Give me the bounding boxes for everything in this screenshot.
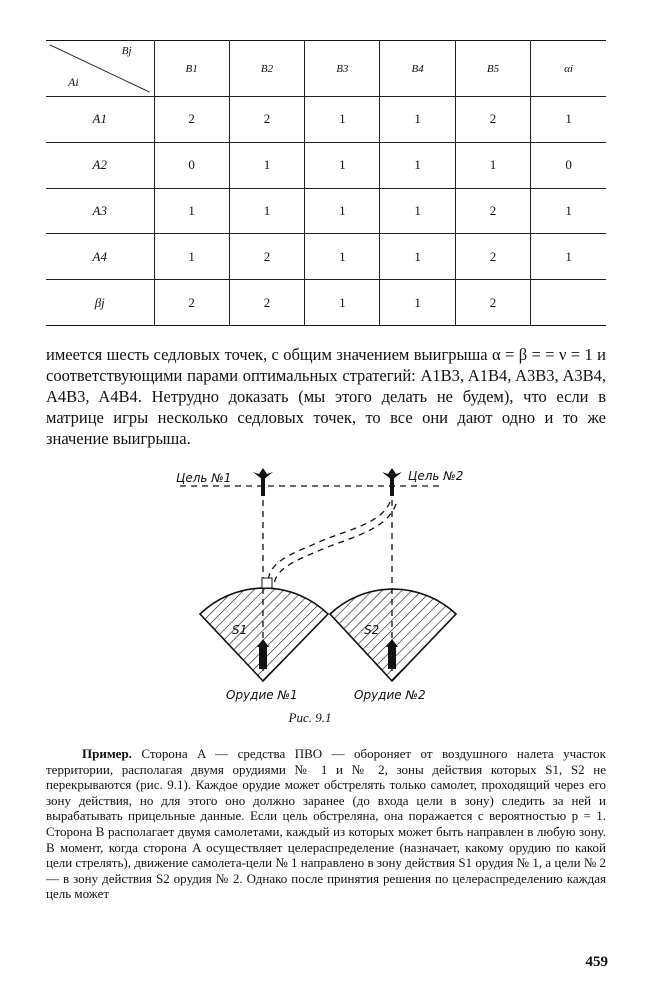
corner-row-label: Ai (68, 75, 79, 89)
matrix-cell: 2 (455, 188, 530, 234)
matrix-row (46, 234, 606, 280)
col-header: B4 (380, 41, 455, 97)
corner-diagonal-line (46, 41, 154, 96)
air-defense-diagram (140, 456, 480, 706)
col-header: B2 (229, 41, 304, 97)
example-lead: Пример. (82, 746, 132, 761)
matrix-row (46, 280, 606, 326)
matrix-cell: 1 (380, 142, 455, 188)
zone1-label: S1 (232, 623, 248, 637)
maneuver-path-2 (274, 504, 396, 584)
matrix-cell: 1 (154, 234, 229, 280)
col-header: B5 (455, 41, 530, 97)
matrix-cell: 1 (380, 280, 455, 326)
row-header: A4 (46, 234, 154, 280)
matrix-corner-cell (46, 41, 154, 97)
matrix-cell: 0 (154, 142, 229, 188)
matrix-cell: 2 (229, 234, 304, 280)
matrix-cell: 1 (531, 97, 606, 143)
matrix-row (46, 142, 606, 188)
matrix-row (46, 188, 606, 234)
target2-label: Цель №2 (408, 469, 464, 483)
matrix-cell: 2 (455, 97, 530, 143)
saddle-points-paragraph: имеется шесть седловых точек, с общим значением выигрыша α = β = = ν = 1 и соответствующими парами оптимальных стратегий: A1B3, A1B4, A3B3, A3B4, A4B3, A4B4. Нетрудно доказать (мы этого делать не будем), что если в матрице игры несколько седловых точек, то все они дают одно и то же значение выигрыша. (46, 345, 606, 448)
matrix-cell: 1 (380, 188, 455, 234)
target-mark (262, 578, 272, 588)
matrix-cell: 1 (380, 97, 455, 143)
matrix-cell: 1 (305, 142, 380, 188)
matrix-cell: 1 (380, 234, 455, 280)
matrix-cell: 1 (531, 234, 606, 280)
matrix-cell: 2 (229, 280, 304, 326)
matrix-cell: 1 (305, 280, 380, 326)
matrix-cell (531, 280, 606, 326)
plane-icon (382, 468, 402, 496)
col-header: B1 (154, 41, 229, 97)
figure-caption: Рис. 9.1 (288, 710, 332, 725)
matrix-cell: 1 (305, 188, 380, 234)
matrix-cell: 2 (154, 97, 229, 143)
matrix-cell: 1 (455, 142, 530, 188)
row-header: βj (46, 280, 154, 326)
example-text: Сторона A — средства ПВО — обороняет от воздушного налета участок территории, располагая двумя орудиями № 1 и № 2, зоны действия которых S1, S2 не перекрываются (рис. 9.1). Каждое орудие может обстрелять только самолет, проходящий через его зону действия, но для этого оно должно заранее (до входа цели в зону) следить за ней и вырабатывать прицельные данные. Если цель обстреляна, она поражается с вероятностью p = 1. Сторона B располагает двумя самолетами, каждый из которых может быть направлен в любую зону. В момент, когда сторона A осуществляет целераспределение (назначает, какому орудию по какой цели стрелять), движение самолета-цели № 1 направлено в зону действия S1 орудия № 1, а цели № 2 — в зону действия S2 орудия № 2. Однако после принятия решения по целераспределению каждая цель может (46, 746, 606, 902)
matrix-cell: 0 (531, 142, 606, 188)
target1-label: Цель №1 (176, 471, 232, 485)
matrix-cell: 2 (455, 280, 530, 326)
matrix-cell: 1 (154, 188, 229, 234)
plane-icon (253, 468, 273, 496)
matrix-header-row (46, 41, 606, 97)
row-header: A1 (46, 97, 154, 143)
matrix-row (46, 97, 606, 143)
row-header: A3 (46, 188, 154, 234)
col-header: αi (531, 41, 606, 97)
page-number: 459 (585, 954, 608, 970)
col-header: B3 (305, 41, 380, 97)
matrix-cell: 1 (229, 142, 304, 188)
matrix-cell: 1 (305, 97, 380, 143)
matrix-cell: 2 (154, 280, 229, 326)
gun1-label: Орудие №1 (226, 688, 298, 702)
matrix-cell: 1 (229, 188, 304, 234)
matrix-cell: 1 (531, 188, 606, 234)
row-header: A2 (46, 142, 154, 188)
corner-col-label: Bj (121, 45, 132, 57)
matrix-cell: 2 (229, 97, 304, 143)
maneuver-path (268, 502, 390, 581)
example-paragraph (46, 746, 606, 902)
game-matrix-table (46, 40, 606, 326)
matrix-cell: 1 (305, 234, 380, 280)
zone2-label: S2 (364, 623, 380, 637)
matrix-cell: 2 (455, 234, 530, 280)
figure-9-1 (140, 456, 480, 711)
gun2-label: Орудие №2 (354, 688, 426, 702)
